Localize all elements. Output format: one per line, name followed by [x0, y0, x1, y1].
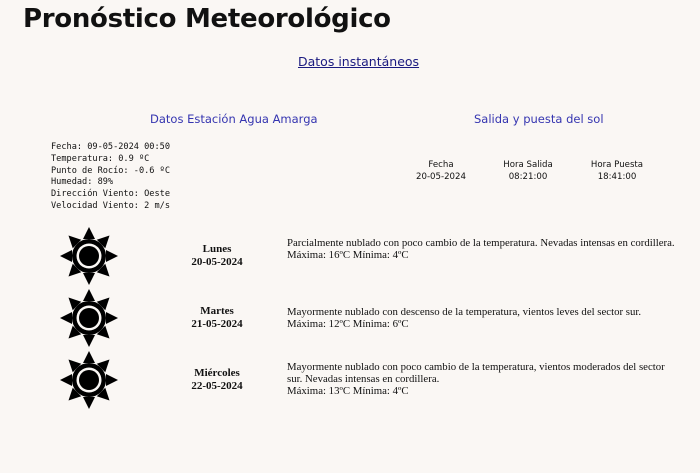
forecast-temps: Máxima: 12ºC Mínima: 6ºC [287, 318, 409, 330]
sun-rise-label: Hora Salida [503, 160, 553, 170]
forecast-day [172, 305, 262, 331]
sun-rise-value: 08:21:00 [508, 172, 548, 182]
forecast-description [287, 306, 675, 330]
forecast-day [172, 243, 262, 269]
forecast-text: Mayormente nublado con descenso de la temperatura, vientos leves del sector sur. [287, 306, 642, 318]
sun-heading: Salida y puesta del sol [474, 112, 604, 126]
sun-icon [59, 226, 119, 286]
station-temperature: Temperatura: 0.9 ºC [51, 153, 150, 164]
station-dew-point: Punto de Rocío: -0.6 ºC [51, 165, 170, 176]
station-wind-speed: Velocidad Viento: 2 m/s [51, 200, 170, 211]
sun-set-value: 18:41:00 [597, 172, 637, 182]
forecast-text: Mayormente nublado con poco cambio de la temperatura, vientos moderados del sector sur. Nevadas intensas en cordillera. [287, 361, 665, 385]
sun-set-col [572, 159, 662, 183]
forecast-day-name: Lunes [202, 243, 232, 255]
forecast-row [0, 226, 700, 288]
forecast-temps: Máxima: 16ºC Mínima: 4ºC [287, 249, 409, 261]
station-date: Fecha: 09-05-2024 00:50 [51, 142, 170, 152]
station-humidity: Humedad: 89% [51, 177, 114, 188]
forecast-day-date: 21-05-2024 [191, 318, 243, 330]
station-wind-direction: Dirección Viento: Oeste [51, 189, 170, 200]
forecast-day-name: Martes [200, 305, 234, 317]
page-title: Pronóstico Meteorológico [23, 4, 391, 34]
sun-icon [59, 288, 119, 348]
forecast-day-date: 22-05-2024 [191, 380, 243, 392]
forecast-day [172, 367, 262, 393]
sun-icon [59, 350, 119, 410]
forecast-day-date: 20-05-2024 [191, 256, 243, 268]
forecast-row [0, 288, 700, 350]
forecast-row [0, 350, 700, 412]
station-data [51, 142, 170, 213]
instant-data-link[interactable]: Datos instantáneos [298, 54, 420, 69]
sun-date-value: 20-05-2024 [416, 172, 466, 182]
sun-rise-col [483, 159, 573, 183]
sun-set-label: Hora Puesta [590, 160, 644, 170]
sun-date-label: Fecha [428, 160, 454, 170]
forecast-description [287, 237, 675, 261]
forecast-temps: Máxima: 13ºC Mínima: 4ºC [287, 385, 409, 397]
forecast-description [287, 361, 675, 397]
sun-date-col [396, 159, 486, 183]
station-heading: Datos Estación Agua Amarga [150, 112, 318, 126]
forecast-text: Parcialmente nublado con poco cambio de la temperatura. Nevadas intensas en cordillera. [287, 237, 675, 249]
forecast-day-name: Miércoles [194, 367, 240, 379]
